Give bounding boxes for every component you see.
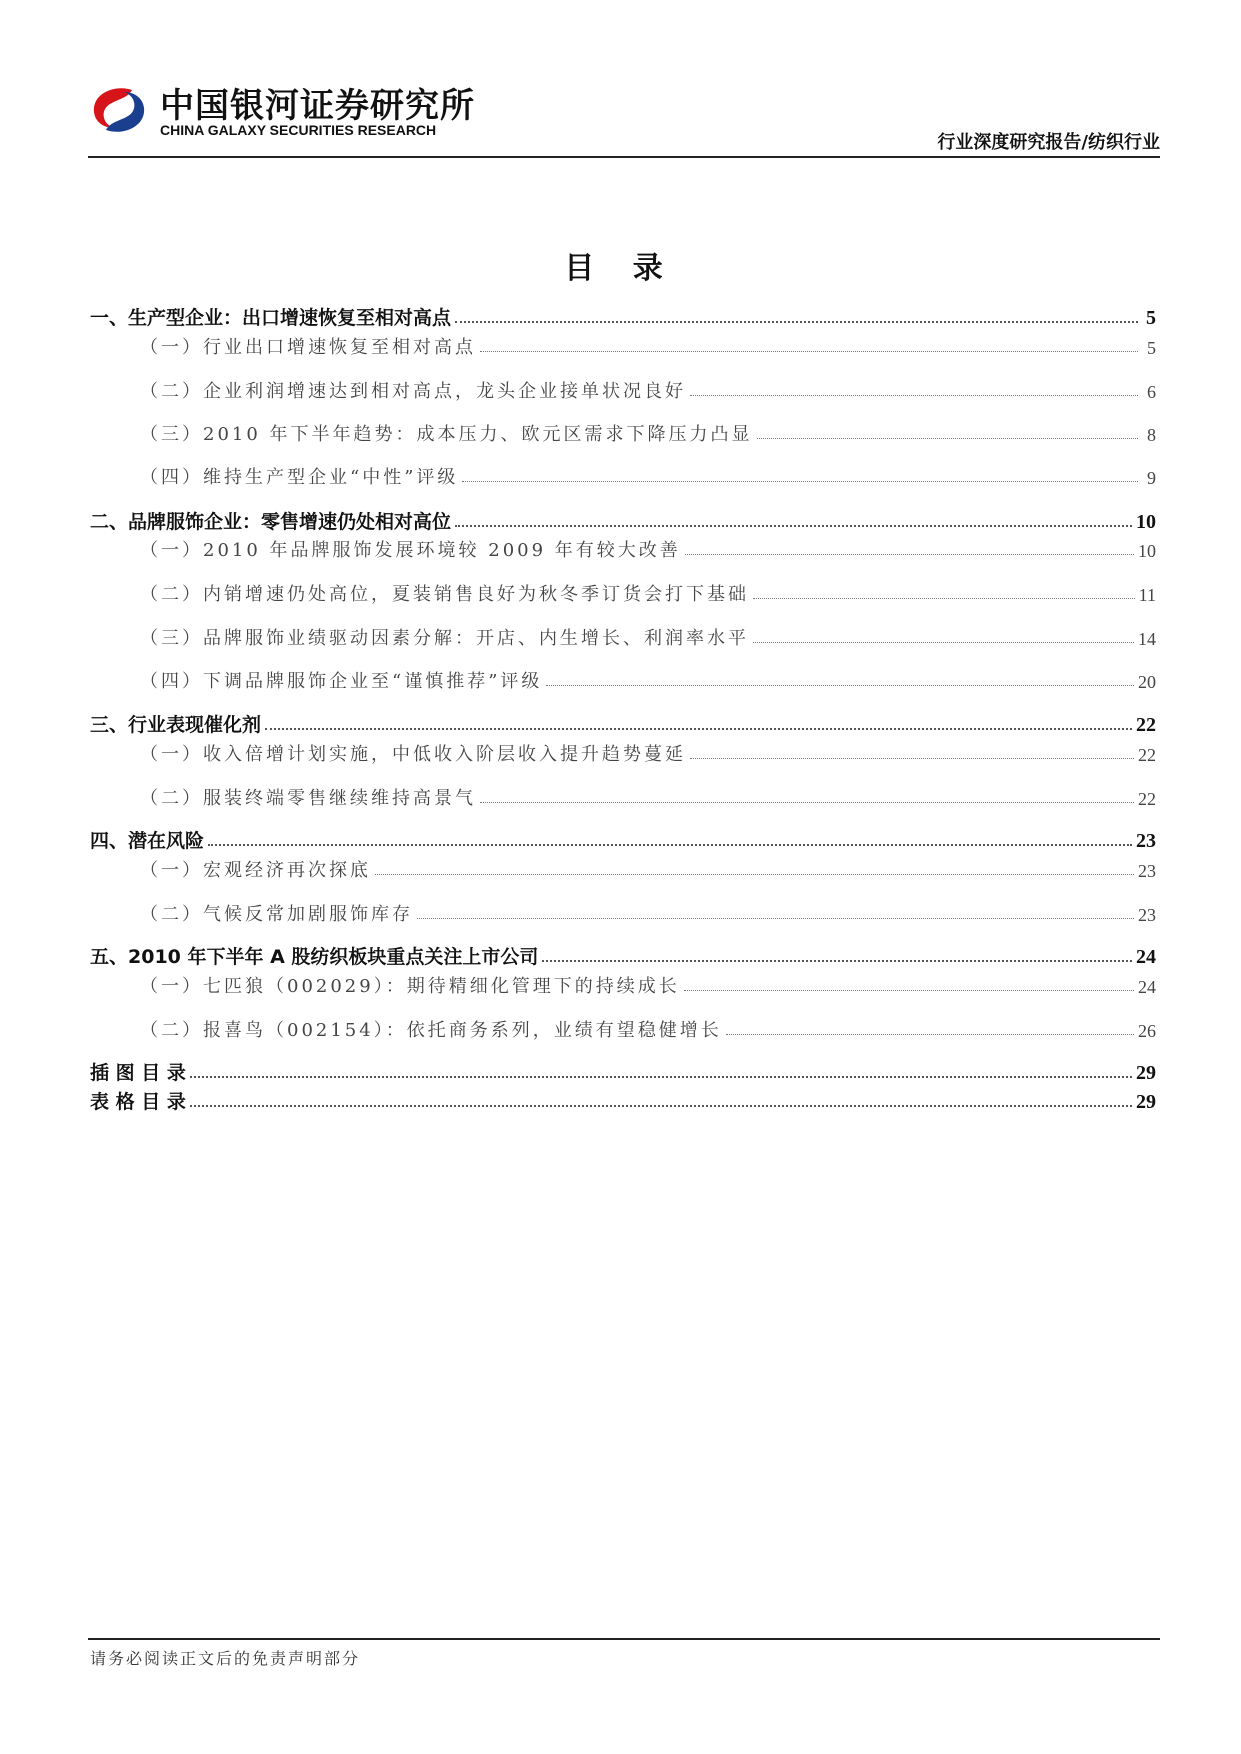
toc-leader-dots (753, 642, 1134, 643)
toc-section-entry[interactable] (90, 504, 1156, 534)
footer-disclaimer: 请务必阅读正文后的免责声明部分 (90, 1649, 361, 1668)
toc-leader-dots (690, 758, 1134, 759)
toc-entry-label: 五、2010 年下半年 A 股纺织板块重点关注上市公司 (90, 946, 539, 968)
toc-entry-label: （一）收入倍增计划实施，中低收入阶层收入提升趋势蔓延 (140, 744, 686, 765)
toc-page-number: 26 (1138, 1021, 1156, 1041)
toc-title: 目 录 (564, 251, 677, 286)
report-type: 行业深度研究报告/纺织行业 (937, 132, 1160, 153)
toc-entry-label: （二）服装终端零售继续维持高景气 (140, 788, 476, 809)
toc-page-number: 10 (1138, 541, 1156, 561)
toc-entry-label: （二）报喜鸟（002154）：依托商务系列，业绩有望稳健增长 (140, 1020, 722, 1041)
toc-page-number: 8 (1147, 425, 1156, 445)
toc-page-number: 22 (1136, 714, 1156, 736)
toc-entry-label: （二）内销增速仍处高位，夏装销售良好为秋冬季订货会打下基础 (140, 584, 749, 605)
toc-section-entry[interactable] (90, 1055, 1156, 1085)
toc-entry-label: （三）品牌服饰业绩驱动因素分解：开店、内生增长、利润率水平 (140, 628, 749, 649)
toc-leader-dots (455, 525, 1132, 527)
toc-section-entry[interactable] (90, 939, 1156, 969)
toc-subsection-entry[interactable] (90, 329, 1156, 359)
toc-section-entry[interactable] (90, 300, 1156, 330)
toc-page-number: 14 (1138, 629, 1156, 649)
toc-entry-label: （一）七匹狼（002029）：期待精细化管理下的持续成长 (140, 976, 680, 997)
toc-entry-label: 四、潜在风险 (90, 830, 205, 852)
toc-page-number: 29 (1136, 1091, 1156, 1113)
page-header (88, 72, 1160, 158)
toc-entry-label: （一）2010 年品牌服饰发展环境较 2009 年有较大改善 (140, 540, 681, 561)
toc-section-entry[interactable] (90, 707, 1156, 737)
header-divider (88, 156, 1160, 158)
toc-leader-dots (726, 1034, 1134, 1035)
footer-divider (88, 1638, 1160, 1640)
toc-entry-label: 二、品牌服饰企业：零售增速仍处相对高位 (90, 511, 452, 533)
toc-page-number: 22 (1138, 745, 1156, 765)
toc-leader-dots (753, 598, 1135, 599)
toc-entry-label: 表 格 目 录 (90, 1091, 186, 1113)
galaxy-logo-icon (88, 84, 150, 136)
toc-page-number: 11 (1138, 585, 1156, 605)
toc-subsection-entry[interactable] (90, 780, 1156, 810)
toc-leader-dots (757, 438, 1138, 439)
toc-leader-dots (542, 960, 1132, 962)
toc-subsection-entry[interactable] (90, 736, 1156, 766)
toc-entry-label: 一、生产型企业：出口增速恢复至相对高点 (90, 307, 452, 329)
toc-subsection-entry[interactable] (90, 896, 1156, 926)
toc-subsection-entry[interactable] (90, 416, 1156, 446)
toc-leader-dots (546, 685, 1134, 686)
toc-entry-label: （一）宏观经济再次探底 (140, 860, 371, 881)
toc-entry-label: 三、行业表现催化剂 (90, 714, 262, 736)
toc-page-number: 22 (1138, 789, 1156, 809)
toc-subsection-entry[interactable] (90, 373, 1156, 403)
logo-english-text: CHINA GALAXY SECURITIES RESEARCH (160, 122, 437, 138)
toc-leader-dots (685, 554, 1134, 555)
toc-entry-label: （四）下调品牌服饰企业至“谨慎推荐”评级 (140, 671, 543, 692)
toc-subsection-entry[interactable] (90, 576, 1156, 606)
toc-leader-dots (480, 802, 1134, 803)
toc-leader-dots (417, 918, 1134, 919)
toc-entry-label: （二）气候反常加剧服饰库存 (140, 904, 413, 925)
toc-subsection-entry[interactable] (90, 620, 1156, 650)
toc-page-number: 9 (1147, 468, 1156, 488)
logo-chinese-text: 中国银河证券研究所 (160, 86, 475, 126)
toc-subsection-entry[interactable] (90, 459, 1156, 489)
toc-leader-dots (455, 321, 1138, 323)
toc-page-number: 23 (1138, 905, 1156, 925)
toc-subsection-entry[interactable] (90, 852, 1156, 882)
toc-entry-label: （四）维持生产型企业“中性”评级 (140, 467, 459, 488)
toc-leader-dots (480, 351, 1138, 352)
toc-entry-label: （二）企业利润增速达到相对高点，龙头企业接单状况良好 (140, 381, 686, 402)
toc-leader-dots (684, 990, 1134, 991)
toc-entry-label: （三）2010 年下半年趋势：成本压力、欧元区需求下降压力凸显 (140, 424, 753, 445)
toc-subsection-entry[interactable] (90, 532, 1156, 562)
toc-page-number: 5 (1146, 307, 1156, 329)
toc-subsection-entry[interactable] (90, 1012, 1156, 1042)
toc-leader-dots (190, 1105, 1132, 1107)
toc-leader-dots (265, 728, 1132, 730)
toc-page-number: 23 (1136, 830, 1156, 852)
toc-page-number: 24 (1136, 946, 1156, 968)
toc-page-number: 10 (1136, 511, 1156, 533)
toc-page-number: 23 (1138, 861, 1156, 881)
toc-page-number: 6 (1147, 382, 1156, 402)
toc-page-number: 29 (1136, 1062, 1156, 1084)
toc-leader-dots (690, 395, 1138, 396)
toc-section-entry[interactable] (90, 823, 1156, 853)
toc-leader-dots (208, 844, 1132, 846)
toc-page-number: 24 (1138, 977, 1156, 997)
toc-leader-dots (375, 874, 1134, 875)
toc-leader-dots (190, 1076, 1132, 1078)
toc-section-entry[interactable] (90, 1084, 1156, 1114)
toc-page-number: 5 (1147, 338, 1156, 358)
toc-entry-label: （一）行业出口增速恢复至相对高点 (140, 337, 476, 358)
toc-page-number: 20 (1138, 672, 1156, 692)
toc-subsection-entry[interactable] (90, 968, 1156, 998)
toc-subsection-entry[interactable] (90, 663, 1156, 693)
toc-entry-label: 插 图 目 录 (90, 1062, 186, 1084)
toc-leader-dots (462, 481, 1138, 482)
